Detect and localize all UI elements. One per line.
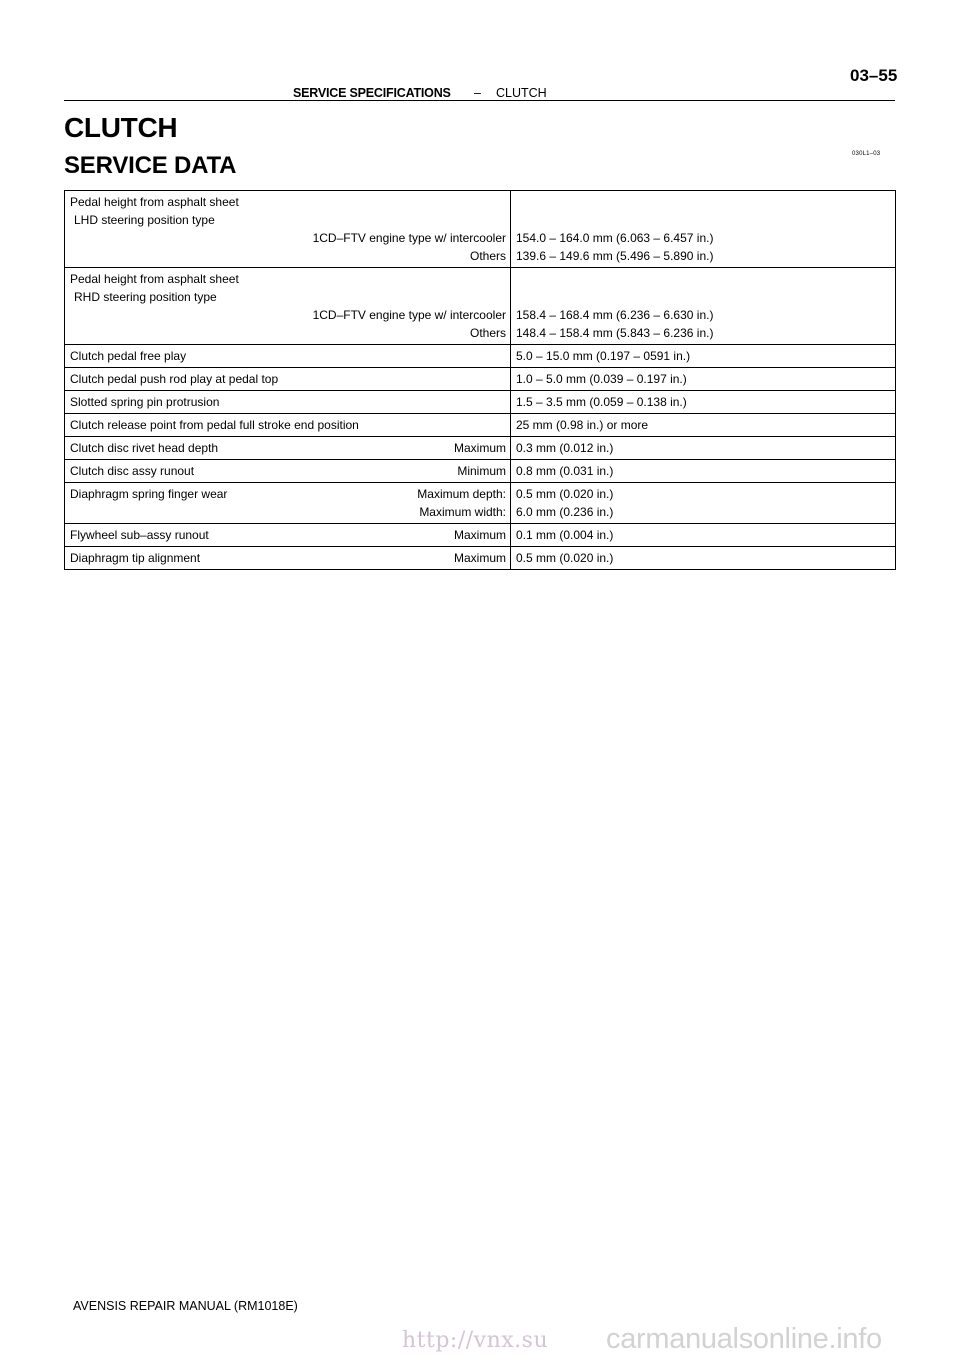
item-label: Slotted spring pin protrusion (70, 395, 220, 409)
item-cell (65, 368, 511, 391)
table-row (65, 460, 896, 483)
value-cell (511, 268, 896, 345)
item-label: Clutch pedal free play (70, 349, 187, 363)
item-condition: Maximum width: (419, 505, 506, 519)
table-row (65, 345, 896, 368)
item-label: Clutch pedal push rod play at pedal top (70, 372, 279, 386)
value-cell (511, 460, 896, 483)
watermark-link[interactable]: http://vnx.su (402, 1328, 549, 1353)
table-row (65, 524, 896, 547)
table-row (65, 268, 896, 345)
value-cell (511, 391, 896, 414)
spec-value: 5.0 – 15.0 mm (0.197 – 0591 in.) (516, 349, 691, 363)
section-title: SERVICE DATA (64, 152, 237, 179)
item-label: Pedal height from asphalt sheet (70, 195, 239, 209)
item-condition: 1CD–FTV engine type w/ intercooler (312, 231, 506, 245)
document-code: 030L1–03 (852, 151, 881, 157)
table-row (65, 483, 896, 524)
table-row (65, 191, 896, 268)
spec-value: 0.3 mm (0.012 in.) (516, 441, 614, 455)
spec-value: 1.5 – 3.5 mm (0.059 – 0.138 in.) (516, 395, 687, 409)
spec-value: 139.6 – 149.6 mm (5.496 – 5.890 in.) (516, 249, 714, 263)
spec-value: 0.5 mm (0.020 in.) (516, 487, 614, 501)
value-cell (511, 483, 896, 524)
spec-value: 0.8 mm (0.031 in.) (516, 464, 614, 478)
item-cell (65, 460, 511, 483)
spec-value: 154.0 – 164.0 mm (6.063 – 6.457 in.) (516, 231, 714, 245)
item-condition: Others (469, 326, 506, 340)
item-condition: Minimum (457, 464, 506, 478)
table-row (65, 391, 896, 414)
item-cell (65, 345, 511, 368)
spec-value: 6.0 mm (0.236 in.) (516, 505, 614, 519)
item-sublabel: RHD steering position type (74, 290, 217, 304)
spec-value: 1.0 – 5.0 mm (0.039 – 0.197 in.) (516, 372, 687, 386)
spec-value: 25 mm (0.98 in.) or more (516, 418, 649, 432)
item-condition: Maximum depth: (417, 487, 506, 501)
item-cell (65, 414, 511, 437)
item-condition: Maximum (453, 551, 506, 565)
spec-value: 0.5 mm (0.020 in.) (516, 551, 614, 565)
item-cell (65, 191, 511, 268)
item-label: Flywheel sub–assy runout (70, 528, 209, 542)
item-label: Clutch release point from pedal full stroke end position (70, 418, 359, 432)
chapter-title: CLUTCH (64, 112, 178, 143)
table-row (65, 414, 896, 437)
item-condition: Maximum (453, 528, 506, 542)
spec-value: 148.4 – 158.4 mm (5.843 – 6.236 in.) (516, 326, 714, 340)
table-row (65, 437, 896, 460)
item-label: Clutch disc rivet head depth (70, 441, 219, 455)
header-topic: CLUTCH (496, 86, 547, 100)
header-rule (64, 100, 895, 101)
item-condition: 1CD–FTV engine type w/ intercooler (312, 308, 506, 322)
spec-value: 158.4 – 168.4 mm (6.236 – 6.630 in.) (516, 308, 714, 322)
value-cell (511, 547, 896, 570)
watermark-site: carmanualsonline.info (606, 1323, 882, 1355)
item-cell (65, 391, 511, 414)
value-cell (511, 414, 896, 437)
item-condition: Maximum (453, 441, 506, 455)
header-section-title: SERVICE SPECIFICATIONS (293, 86, 451, 100)
spec-value: 0.1 mm (0.004 in.) (516, 528, 614, 542)
item-label: Diaphragm spring finger wear (70, 487, 228, 501)
item-cell (65, 437, 511, 460)
item-cell (65, 268, 511, 345)
item-label: Clutch disc assy runout (70, 464, 195, 478)
item-label: Pedal height from asphalt sheet (70, 272, 239, 286)
value-cell (511, 345, 896, 368)
value-cell (511, 524, 896, 547)
item-condition: Others (469, 249, 506, 263)
item-sublabel: LHD steering position type (74, 213, 215, 227)
header-separator: – (474, 86, 481, 100)
item-cell (65, 547, 511, 570)
page-number: 03–55 (850, 66, 898, 85)
item-cell (65, 524, 511, 547)
value-cell (511, 368, 896, 391)
service-data-table (64, 190, 896, 570)
table-row (65, 547, 896, 570)
value-cell (511, 437, 896, 460)
footer-manual-title: AVENSIS REPAIR MANUAL (RM1018E) (73, 1299, 298, 1313)
item-cell (65, 483, 511, 524)
value-cell (511, 191, 896, 268)
item-label: Diaphragm tip alignment (70, 551, 201, 565)
table-row (65, 368, 896, 391)
